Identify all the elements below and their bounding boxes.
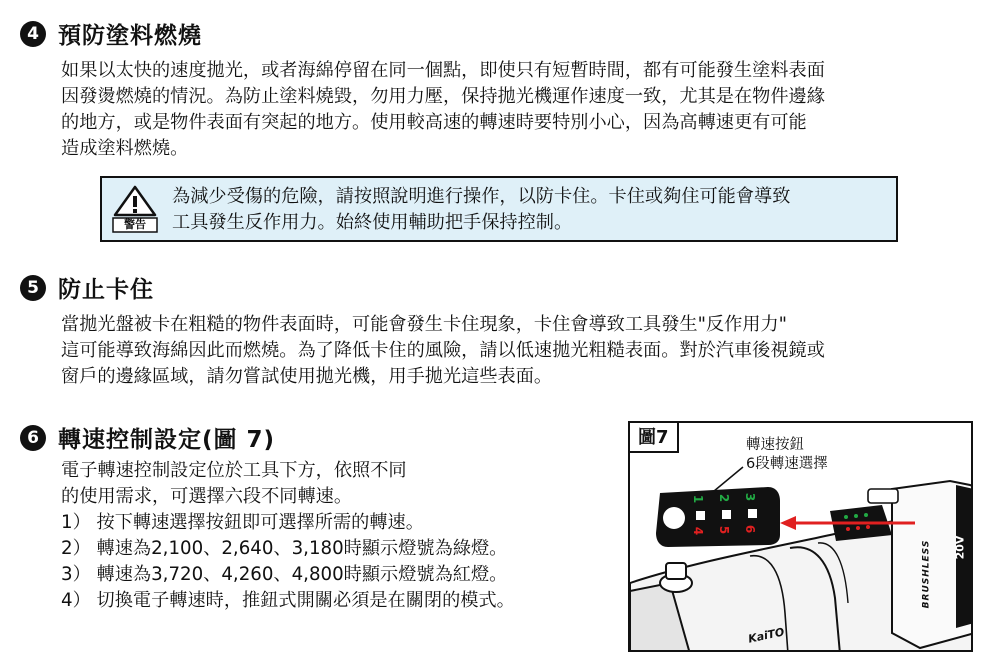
paragraph-line: 電子轉速控制設定位於工具下方，依照不同 xyxy=(61,460,407,481)
warning-icon xyxy=(112,185,158,233)
section-5-paragraph xyxy=(61,312,825,390)
paragraph-line: 的使用需求，可選擇六段不同轉速。 xyxy=(61,486,353,507)
paragraph-line: 2） 轉速為2,100、2,640、3,180時顯示燈號為綠燈。 xyxy=(61,538,508,559)
paragraph-line: 如果以太快的速度拋光，或者海綿停留在同一個點，即使只有短暫時間，都有可能發生塗料表面 xyxy=(61,60,825,81)
speed-number-6: 6 xyxy=(743,524,758,534)
paragraph-line: 造成塗料燃燒。 xyxy=(61,138,189,159)
section-title: 防止卡住 xyxy=(58,277,154,303)
paragraph-line: 窗戶的邊緣區域，請勿嘗試使用拋光機，用手拋光這些表面。 xyxy=(61,366,553,387)
warning-box xyxy=(100,176,898,242)
warning-line: 工具發生反作用力。始終使用輔助把手保持控制。 xyxy=(172,212,573,233)
speed-number-4: 4 xyxy=(691,526,706,536)
figure-callout-label xyxy=(746,436,828,474)
section-heading-5 xyxy=(20,271,154,304)
speed-number-5: 5 xyxy=(717,525,732,535)
section-number-badge: 4 xyxy=(20,21,46,47)
section-heading-6 xyxy=(20,421,275,454)
warning-line: 為減少受傷的危險，請按照說明進行操作，以防卡住。卡住或夠住可能會導致 xyxy=(172,186,791,207)
paragraph-line: 1） 按下轉速選擇按鈕即可選擇所需的轉速。 xyxy=(61,512,424,533)
paragraph-line: 因發燙燃燒的情況。為防止塗料燒毀，勿用力壓，保持拋光機運作速度一致，尤其是在物件邊緣 xyxy=(61,86,825,107)
section-heading-4 xyxy=(20,17,202,50)
speed-number-2: 2 xyxy=(717,493,732,503)
section-number-badge: 5 xyxy=(20,275,46,301)
section-6-paragraph xyxy=(61,458,515,614)
callout-line: 6段轉速選擇 xyxy=(746,456,828,472)
figure-tag: 圖7 xyxy=(630,423,679,453)
paragraph-line: 的地方，或是物件表面有突起的地方。使用較高速的轉速時要特別小心，因為高轉速更有可能 xyxy=(61,112,807,133)
brushless-label: BRUSHLESS xyxy=(921,539,932,609)
section-title: 轉速控制設定(圖 7) xyxy=(58,427,276,453)
warning-icon-label: 警告 xyxy=(124,218,146,231)
figure-7 xyxy=(628,421,973,652)
speed-number-1: 1 xyxy=(691,494,706,504)
callout-line: 轉速按鈕 xyxy=(746,437,804,453)
section-4-paragraph xyxy=(61,58,825,162)
paragraph-line: 當拋光盤被卡在粗糙的物件表面時，可能會發生卡住現象，卡住會導致工具發生"反作用力" xyxy=(61,314,788,335)
paragraph-line: 4） 切換電子轉速時，推鈕式開關必須是在關閉的模式。 xyxy=(61,590,515,611)
speed-number-3: 3 xyxy=(743,492,758,502)
warning-text xyxy=(172,184,790,236)
paragraph-line: 3） 轉速為3,720、4,260、4,800時顯示燈號為紅燈。 xyxy=(61,564,508,585)
section-number-badge: 6 xyxy=(20,425,46,451)
brand-logo: KaiTO xyxy=(747,625,786,646)
section-title: 預防塗料燃燒 xyxy=(58,23,202,49)
paragraph-line: 這可能導致海綿因此而燃燒。為了降低卡住的風險，請以低速拋光粗糙表面。對於汽車後視鏡或 xyxy=(61,340,825,361)
battery-voltage-label: 20V xyxy=(953,535,967,560)
